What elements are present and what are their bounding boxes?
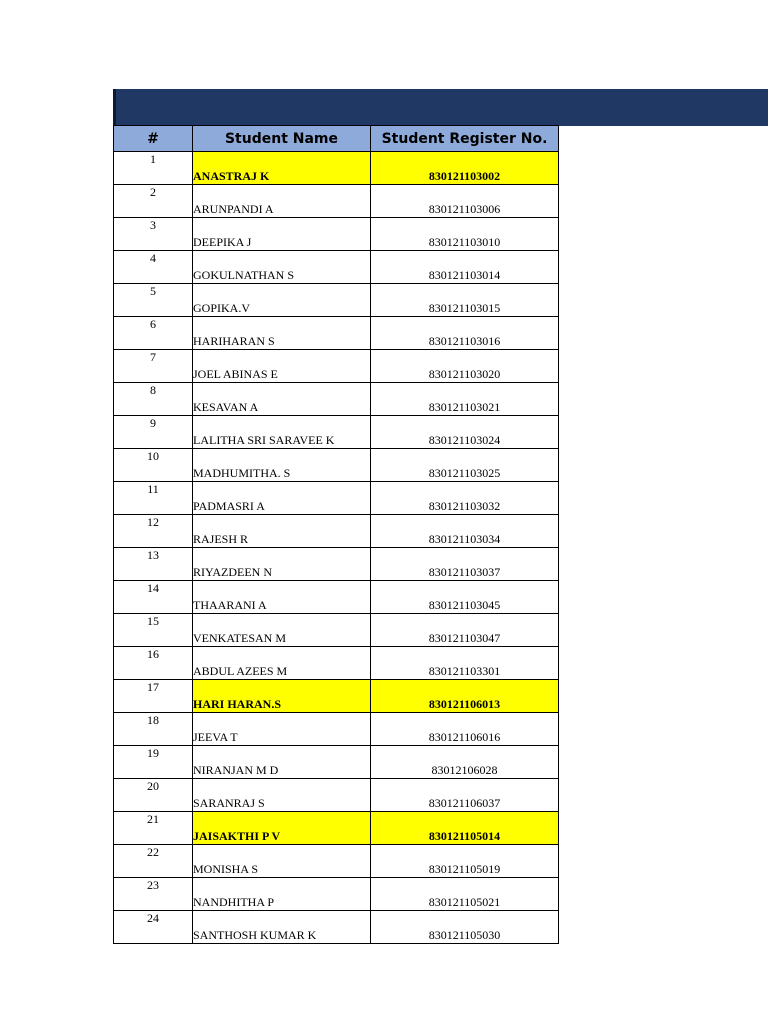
column-header-register-no[interactable]: Student Register No.	[371, 126, 559, 152]
register-number-cell[interactable]: 830121105021	[371, 878, 559, 911]
table-row	[114, 581, 559, 614]
student-name-cell[interactable]: ABDUL AZEES M	[193, 647, 371, 680]
student-name-cell[interactable]: NANDHITHA P	[193, 878, 371, 911]
row-number-cell[interactable]: 9	[114, 416, 193, 449]
row-number-cell[interactable]: 4	[114, 251, 193, 284]
table-row	[114, 251, 559, 284]
row-number-cell[interactable]: 6	[114, 317, 193, 350]
row-number-cell[interactable]: 16	[114, 647, 193, 680]
title-banner-edge	[113, 89, 116, 126]
student-name-cell[interactable]: ARUNPANDI A	[193, 185, 371, 218]
table-row	[114, 482, 559, 515]
row-number-cell[interactable]: 3	[114, 218, 193, 251]
student-name-cell[interactable]: NIRANJAN M D	[193, 746, 371, 779]
student-name-cell[interactable]: ANASTRAJ K	[193, 152, 371, 185]
register-number-cell[interactable]: 830121103034	[371, 515, 559, 548]
column-header-number[interactable]: #	[114, 126, 193, 152]
register-number-cell[interactable]: 830121103006	[371, 185, 559, 218]
register-number-cell[interactable]: 830121103014	[371, 251, 559, 284]
register-number-cell[interactable]: 830121103015	[371, 284, 559, 317]
row-number-cell[interactable]: 19	[114, 746, 193, 779]
register-number-cell[interactable]: 830121103010	[371, 218, 559, 251]
table-body	[114, 152, 559, 944]
row-number-cell[interactable]: 13	[114, 548, 193, 581]
row-number-cell[interactable]: 2	[114, 185, 193, 218]
register-number-cell[interactable]: 830121103024	[371, 416, 559, 449]
row-number-cell[interactable]: 15	[114, 614, 193, 647]
student-name-cell[interactable]: KESAVAN A	[193, 383, 371, 416]
register-number-cell[interactable]: 830121106016	[371, 713, 559, 746]
table-row	[114, 152, 559, 185]
student-table	[113, 125, 559, 944]
student-name-cell[interactable]: SANTHOSH KUMAR K	[193, 911, 371, 944]
student-name-cell[interactable]: MONISHA S	[193, 845, 371, 878]
row-number-cell[interactable]: 14	[114, 581, 193, 614]
row-number-cell[interactable]: 22	[114, 845, 193, 878]
header-row	[114, 126, 559, 152]
row-number-cell[interactable]: 10	[114, 449, 193, 482]
column-header-student-name[interactable]: Student Name	[193, 126, 371, 152]
student-name-cell[interactable]: PADMASRI A	[193, 482, 371, 515]
student-name-cell[interactable]: RAJESH R	[193, 515, 371, 548]
table-row	[114, 680, 559, 713]
table-row	[114, 317, 559, 350]
register-number-cell[interactable]: 830121103037	[371, 548, 559, 581]
student-name-cell[interactable]: VENKATESAN M	[193, 614, 371, 647]
table-row	[114, 779, 559, 812]
student-name-cell[interactable]: LALITHA SRI SARAVEE K	[193, 416, 371, 449]
register-number-cell[interactable]: 830121106013	[371, 680, 559, 713]
table-row	[114, 746, 559, 779]
student-name-cell[interactable]: GOPIKA.V	[193, 284, 371, 317]
table-row	[114, 416, 559, 449]
register-number-cell[interactable]: 830121103047	[371, 614, 559, 647]
table-row	[114, 911, 559, 944]
row-number-cell[interactable]: 17	[114, 680, 193, 713]
table-row	[114, 812, 559, 845]
row-number-cell[interactable]: 20	[114, 779, 193, 812]
register-number-cell[interactable]: 83012106028	[371, 746, 559, 779]
table-row	[114, 515, 559, 548]
student-name-cell[interactable]: DEEPIKA J	[193, 218, 371, 251]
title-banner	[113, 89, 768, 126]
row-number-cell[interactable]: 1	[114, 152, 193, 185]
table-row	[114, 878, 559, 911]
register-number-cell[interactable]: 830121103021	[371, 383, 559, 416]
register-number-cell[interactable]: 830121103025	[371, 449, 559, 482]
table-row	[114, 713, 559, 746]
register-number-cell[interactable]: 830121105014	[371, 812, 559, 845]
register-number-cell[interactable]: 830121105030	[371, 911, 559, 944]
register-number-cell[interactable]: 830121103045	[371, 581, 559, 614]
student-name-cell[interactable]: MADHUMITHA. S	[193, 449, 371, 482]
table-row	[114, 548, 559, 581]
student-name-cell[interactable]: JOEL ABINAS E	[193, 350, 371, 383]
table-row	[114, 845, 559, 878]
student-name-cell[interactable]: JEEVA T	[193, 713, 371, 746]
table-row	[114, 614, 559, 647]
student-name-cell[interactable]: HARIHARAN S	[193, 317, 371, 350]
register-number-cell[interactable]: 830121103020	[371, 350, 559, 383]
row-number-cell[interactable]: 18	[114, 713, 193, 746]
register-number-cell[interactable]: 830121103032	[371, 482, 559, 515]
student-name-cell[interactable]: HARI HARAN.S	[193, 680, 371, 713]
register-number-cell[interactable]: 830121105019	[371, 845, 559, 878]
table-row	[114, 218, 559, 251]
register-number-cell[interactable]: 830121103301	[371, 647, 559, 680]
table-row	[114, 284, 559, 317]
table-row	[114, 350, 559, 383]
row-number-cell[interactable]: 8	[114, 383, 193, 416]
register-number-cell[interactable]: 830121106037	[371, 779, 559, 812]
row-number-cell[interactable]: 23	[114, 878, 193, 911]
register-number-cell[interactable]: 830121103016	[371, 317, 559, 350]
student-name-cell[interactable]: GOKULNATHAN S	[193, 251, 371, 284]
table-row	[114, 383, 559, 416]
student-name-cell[interactable]: THAARANI A	[193, 581, 371, 614]
student-name-cell[interactable]: SARANRAJ S	[193, 779, 371, 812]
row-number-cell[interactable]: 7	[114, 350, 193, 383]
row-number-cell[interactable]: 5	[114, 284, 193, 317]
student-name-cell[interactable]: RIYAZDEEN N	[193, 548, 371, 581]
row-number-cell[interactable]: 11	[114, 482, 193, 515]
row-number-cell[interactable]: 24	[114, 911, 193, 944]
row-number-cell[interactable]: 21	[114, 812, 193, 845]
table-row	[114, 185, 559, 218]
table-row	[114, 449, 559, 482]
register-number-cell[interactable]: 830121103002	[371, 152, 559, 185]
row-number-cell[interactable]: 12	[114, 515, 193, 548]
student-name-cell[interactable]: JAISAKTHI P V	[193, 812, 371, 845]
table-row	[114, 647, 559, 680]
